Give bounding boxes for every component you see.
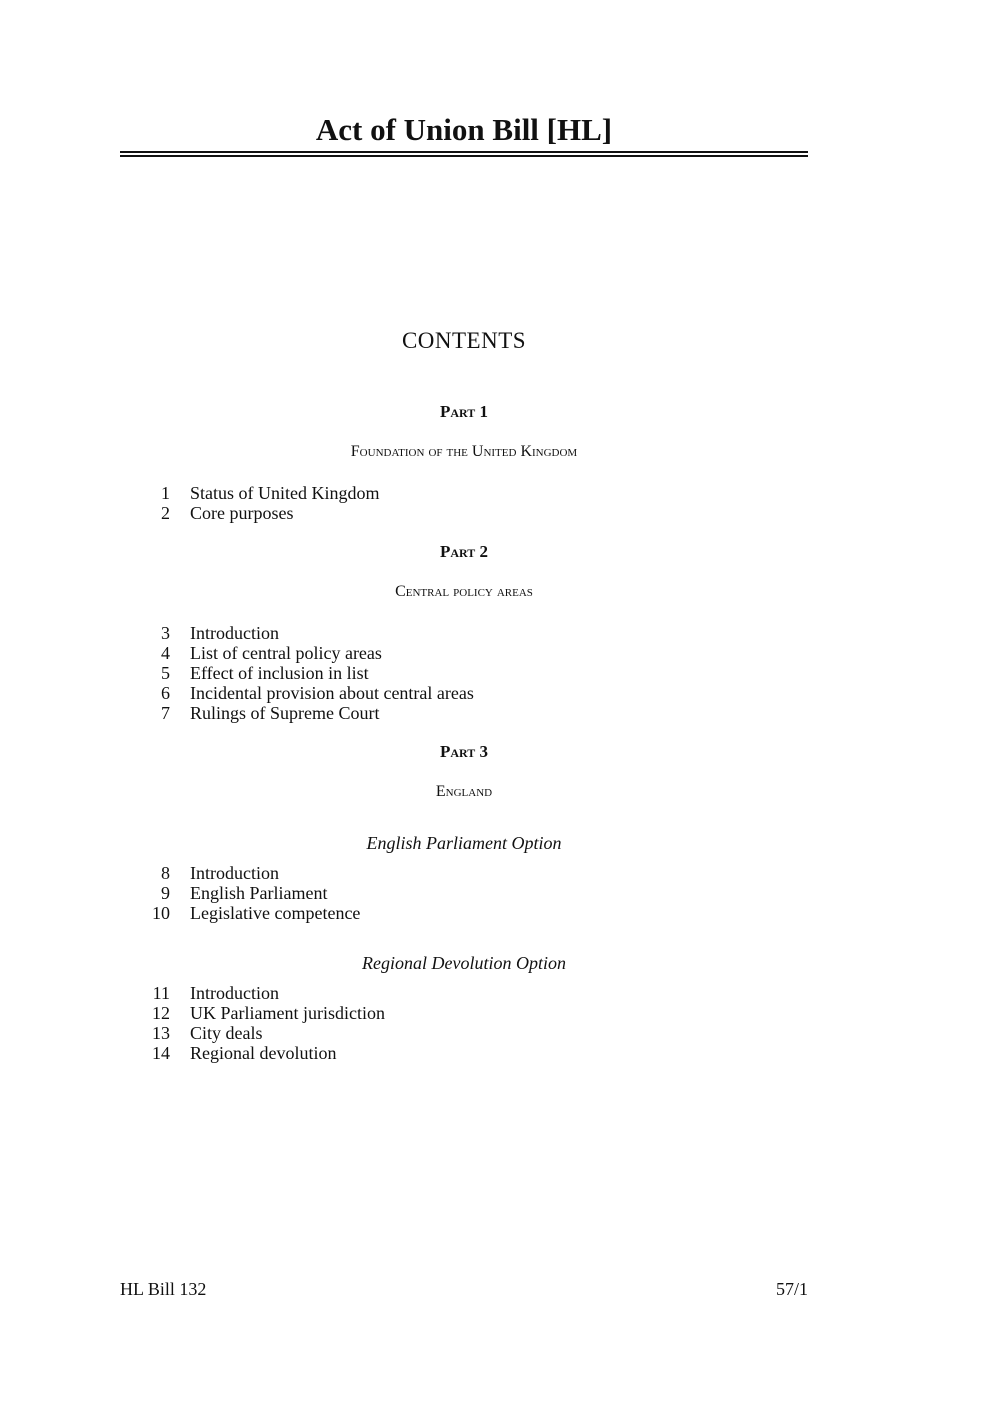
contents-entry[interactable] (140, 703, 380, 723)
contents-entry[interactable] (140, 1043, 337, 1063)
entry-title: Core purposes (190, 503, 294, 523)
contents-entry[interactable] (140, 643, 382, 663)
entry-title: UK Parliament jurisdiction (190, 1003, 385, 1023)
contents-entry[interactable] (140, 863, 279, 883)
bill-title: Act of Union Bill [HL] (315, 112, 613, 147)
contents-entry[interactable] (140, 503, 294, 523)
entry-title: Regional devolution (190, 1043, 337, 1063)
contents-entry[interactable] (140, 883, 328, 903)
part-1-title: Foundation of the United Kingdom (350, 443, 578, 460)
entry-number: 8 (161, 863, 170, 883)
entry-title: Legislative competence (190, 903, 361, 923)
entry-title: City deals (190, 1023, 263, 1043)
entry-number: 9 (161, 883, 170, 903)
contents-entry[interactable] (140, 483, 380, 503)
contents-entry[interactable] (140, 1023, 263, 1043)
entry-title: Introduction (190, 863, 279, 883)
subsection-heading: English Parliament Option (366, 833, 562, 853)
contents-entry[interactable] (140, 1003, 385, 1023)
contents-heading: CONTENTS (401, 328, 527, 353)
entry-title: English Parliament (190, 883, 328, 903)
contents-entry[interactable] (140, 983, 279, 1003)
bill-number: HL Bill 132 (120, 1279, 207, 1299)
title-rule-top (120, 151, 808, 153)
title-rule-bottom (120, 155, 808, 157)
entry-title: List of central policy areas (190, 643, 382, 663)
entry-number: 6 (161, 683, 170, 703)
entry-number: 10 (152, 903, 170, 923)
part-3-label: Part 3 (439, 742, 489, 761)
entry-number: 5 (161, 663, 170, 683)
entry-number: 4 (161, 643, 170, 663)
contents-entry[interactable] (140, 683, 474, 703)
entry-number: 3 (161, 623, 170, 643)
subsection-heading: Regional Devolution Option (362, 953, 566, 973)
print-reference: 57/1 (775, 1279, 808, 1299)
part-2-title: Central policy areas (395, 583, 533, 600)
entry-number: 14 (152, 1043, 170, 1063)
part-3-title: England (435, 783, 493, 800)
entry-number: 11 (152, 983, 170, 1003)
part-2-label: Part 2 (439, 542, 489, 561)
entry-title: Incidental provision about central areas (190, 683, 474, 703)
entry-number: 12 (152, 1003, 170, 1023)
part-1-label: Part 1 (439, 402, 489, 421)
entry-title: Rulings of Supreme Court (190, 703, 380, 723)
entry-title: Introduction (190, 623, 279, 643)
entry-number: 13 (152, 1023, 170, 1043)
contents-entry[interactable] (140, 903, 361, 923)
entry-title: Introduction (190, 983, 279, 1003)
entry-number: 1 (161, 483, 170, 503)
contents-entry[interactable] (140, 623, 279, 643)
entry-number: 2 (161, 503, 170, 523)
entry-title: Effect of inclusion in list (190, 663, 369, 683)
entry-number: 7 (161, 703, 170, 723)
entry-title: Status of United Kingdom (190, 483, 380, 503)
contents-entry[interactable] (140, 663, 369, 683)
